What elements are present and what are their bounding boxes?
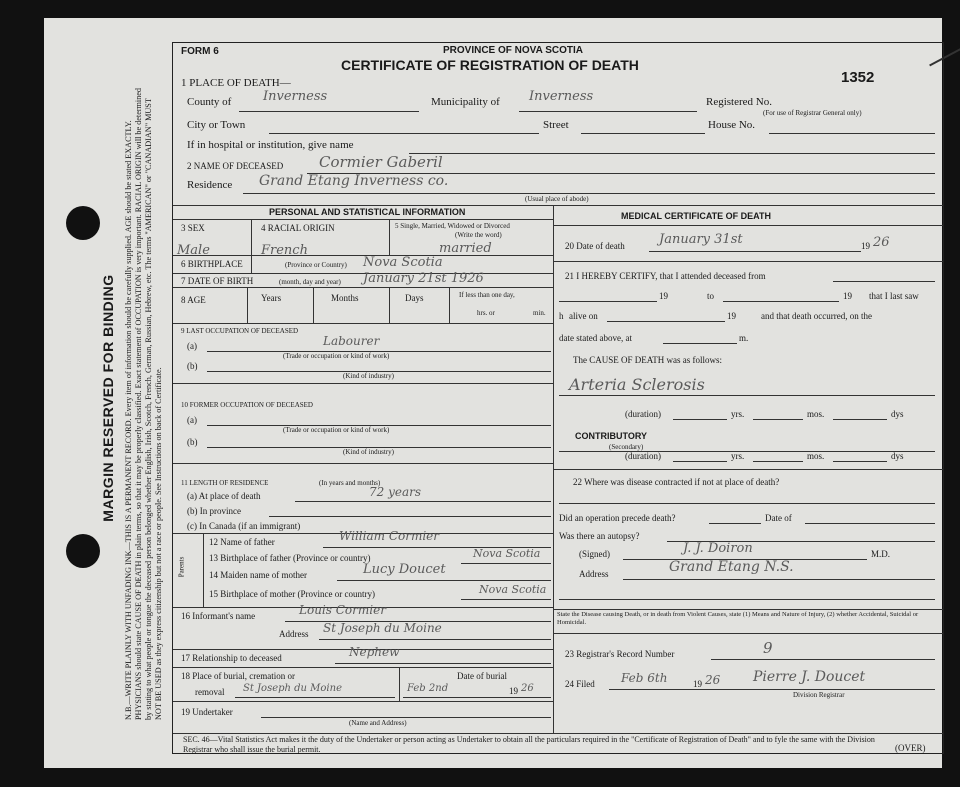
undertaker-label: 19 Undertaker — [181, 707, 233, 717]
record-label: 23 Registrar's Record Number — [565, 649, 675, 659]
marital-label: 5 Single, Married, Widowed or Divorced — [395, 222, 510, 230]
personal-heading: PERSONAL AND STATISTICAL INFORMATION — [269, 207, 466, 217]
cause-value: Arteria Sclerosis — [569, 375, 705, 394]
filed-label: 24 Filed — [565, 679, 595, 689]
physician-address-value: Grand Etang N.S. — [669, 559, 794, 575]
informant-address-label: Address — [279, 629, 309, 639]
length-residence-label: 11 LENGTH OF RESIDENCE — [181, 479, 269, 487]
marital-value: married — [439, 241, 492, 256]
violent-note: State the Disease causing Death, or in death from Violent Causes, state (1) Means and Nature of Injury, (2) whether Accidental, Suicidal or Homicidal. — [557, 611, 919, 626]
medical-heading: MEDICAL CERTIFICATE OF DEATH — [621, 211, 771, 221]
sex-value: Male — [177, 243, 210, 258]
certify-label: 21 I HEREBY CERTIFY, that I attended deceased from — [565, 271, 766, 281]
dob-value: January 21st 1926 — [363, 271, 484, 286]
physician-address-label: Address — [579, 569, 609, 579]
death-date-label: 20 Date of death — [565, 241, 625, 251]
signed-label: (Signed) — [579, 549, 610, 559]
months-label: Months — [331, 293, 359, 303]
parents-label: Parents — [177, 556, 186, 578]
burial-year-value: 26 — [521, 683, 534, 694]
dob-note: (month, day and year) — [279, 278, 341, 286]
marital-note: (Write the word) — [455, 231, 502, 239]
mother-value: Lucy Doucet — [363, 562, 446, 577]
death-date-value: January 31st — [659, 232, 743, 247]
relationship-label: 17 Relationship to deceased — [181, 653, 282, 663]
house-label: House No. — [708, 119, 756, 131]
registrar-signature: Pierre J. Doucet — [753, 669, 866, 685]
min-label: min. — [533, 309, 546, 317]
less-day-label: If less than one day, — [459, 291, 515, 299]
filed-value: Feb 6th — [621, 671, 668, 685]
binding-margin — [44, 18, 172, 768]
burial-label: 18 Place of burial, cremation or — [181, 671, 295, 681]
informant-address-value: St Joseph du Moine — [323, 621, 442, 635]
relationship-value: Nephew — [349, 645, 400, 659]
municipality-value: Inverness — [529, 89, 594, 104]
punch-hole — [66, 206, 100, 240]
municipality-label: Municipality of — [431, 96, 500, 108]
sec46-note: SEC. 46—Vital Statistics Act makes it the duty of the Undertaker or person acting as Undertaker to obtain all the particulars required in the "Certificate of Registration of Death" and to fyle the same with the Division Registrar who shall issue the burial permit. — [183, 735, 875, 754]
mother-birthplace-label: 15 Birthplace of mother (Province or country) — [209, 589, 375, 599]
racial-label: 4 RACIAL ORIGIN — [261, 223, 335, 233]
burial-place-value: St Joseph du Moine — [243, 683, 342, 694]
residence-value: Grand Etang Inverness co. — [259, 173, 449, 189]
birthplace-label: 6 BIRTHPLACE — [181, 259, 243, 269]
certificate-paper — [44, 18, 942, 768]
racial-value: French — [261, 243, 308, 258]
autopsy-label: Was there an autopsy? — [559, 531, 640, 541]
father-label: 12 Name of father — [209, 537, 275, 547]
registered-note: (For use of Registrar General only) — [763, 109, 862, 117]
residence-note: (Usual place of abode) — [525, 195, 589, 203]
signed-value: J. J. Doiron — [683, 541, 753, 556]
margin-title: MARGIN RESERVED FOR BINDING — [100, 274, 116, 522]
days-label: Days — [405, 293, 424, 303]
father-value: William Cormier — [339, 529, 440, 543]
filed-year-value: 26 — [705, 673, 721, 687]
hospital-label: If in hospital or institution, give name — [187, 139, 354, 151]
in-canada-label: (c) In Canada (if an immigrant) — [187, 521, 301, 531]
father-birthplace-value: Nova Scotia — [473, 547, 541, 560]
contributory-label: CONTRIBUTORY — [575, 431, 647, 441]
province-heading: PROVINCE OF NOVA SCOTIA — [443, 45, 584, 56]
place-of-death-heading: 1 PLACE OF DEATH— — [181, 77, 291, 89]
county-value: Inverness — [263, 89, 328, 104]
registered-label: Registered No. — [706, 96, 772, 108]
name-label: 2 NAME OF DECEASED — [187, 161, 284, 171]
mother-birthplace-value: Nova Scotia — [479, 583, 547, 596]
informant-label: 16 Informant's name — [181, 611, 256, 621]
informant-value: Louis Cormier — [299, 603, 386, 617]
record-value: 9 — [763, 639, 773, 657]
operation-label: Did an operation precede death? — [559, 513, 676, 523]
hrs-label: hrs. or — [477, 309, 495, 317]
birthplace-note: (Province or Country) — [285, 261, 347, 269]
residence-label: Residence — [187, 179, 233, 191]
birthplace-value: Nova Scotia — [363, 255, 443, 270]
last-occupation-value: Labourer — [323, 334, 380, 348]
age-label: 8 AGE — [181, 295, 206, 305]
in-province-label: (b) In province — [187, 506, 241, 516]
at-place-value: 72 years — [369, 485, 422, 499]
contracted-label: 22 Where was disease contracted if not at place of death? — [573, 477, 780, 487]
burial-date-value: Feb 2nd — [407, 683, 449, 694]
county-label: County of — [187, 96, 232, 108]
punch-hole — [66, 534, 100, 568]
form-number: FORM 6 — [181, 46, 219, 57]
certificate-number: 1352 — [841, 69, 875, 86]
death-year-value: 26 — [873, 235, 890, 250]
street-label: Street — [543, 119, 569, 131]
mother-label: 14 Maiden name of mother — [209, 570, 307, 580]
cause-label: The CAUSE OF DEATH was as follows: — [573, 355, 722, 365]
years-label: Years — [261, 293, 282, 303]
date-burial-label: Date of burial — [457, 671, 507, 681]
dob-label: 7 DATE OF BIRTH — [181, 276, 254, 286]
last-occupation-label: 9 LAST OCCUPATION OF DECEASED — [181, 327, 299, 335]
sex-label: 3 SEX — [181, 223, 205, 233]
name-value: Cormier Gaberil — [319, 153, 443, 171]
instructions-note: N.B.—WRITE PLAINLY WITH UNFADING INK—THIS IS A PERMANENT RECORD. Every item of information should be carefully supplied. AGE should be stated EXACTLY. PHYSICIANS should state CAUSE OF DEATH in plain terms, so that it may be properly classified. Exact statement of OCCUPATION is very important. RACIAL ORIGIN will be determined by stating to what people or tongue the deceased person belonged whether English, Irish, Scotch, French, German, Russian, Hebrew, etc. The terms "AMERICAN" or "CANADIAN" MUST NOT BE USED as they express citizenship but not a race or people. See Instructions on back of Certificate. — [124, 87, 163, 720]
at-place-label: (a) At place of death — [187, 491, 261, 501]
certificate-form: FORM 6 PROVINCE OF NOVA SCOTIA CERTIFICATE OF REGISTRATION OF DEATH 1352 1 PLACE OF DEATH— County of Inverness Municipality of Inverness Registered No. (For use of Registrar General only) City or Town Street House No. If in hospital or institution, give name 2 NAME OF DECEASED Cormier Gaberil Residence Grand Etang Inverness co. (Usual place of abode) PERSONAL AND STATISTICAL INFORMATION 3 SEX 4 RACIAL ORIGIN 5 Single, Married, Widowed or Divorced (Write the word) Male French married 6 BIRTHPLACE (Province or Country) Nova Scotia 7 DATE OF BIRTH (month, day and year) January 21st 1926 8 AGE Years Months Days If less than one day, hrs. or min. 9 LAST OCCUPATION OF DECEASED (a) Labourer (Trade or occupation or kind of work) (b) (Kind of industry) 10 FORMER OCCUPATION OF DECEASED (a) (Trade or occupation or kind of work) (b) (Kind of industry) 11 LENGTH OF RESIDENCE (In years and months) (a) At place of death 72 years (b) In province (c) In Canada (if an immigrant) Parents 12 Name of father William Cormier 13 Birthplace of father (Province or country) Nova Scotia 14 Maiden name of mother Lucy Doucet 15 Birthplace of mother (Province or country) Nova Scotia 16 Informant's name Louis Cormier Address St Joseph du Moine 17 Relationship to deceased Nephew 18 Place of burial, cremation or removal St Joseph du Moine Date of burial Feb 2nd 19 26 19 Undertaker (Name and Address) MEDICAL CERTIFICATE OF DEATH 20 Date of death January 31st 19 26 21 I HEREBY CERTIFY, that I attended deceased from 19 to 19 that I last saw h alive on 19 and that death occurred, on the date stated above, at m. The CAUSE OF DEATH was as follows: Arteria Sclerosis (duration) yrs. mos. dys CONTRIBUTORY (Secondary) (duration) yrs. mos. dys 22 Where was disease contracted if not at place of death? Did an operation precede death? Date of Was there an autopsy? (Signed) J. J. Doiron M.D. Address Grand Etang N.S. State the Disease causing Death, or in death from Violent Causes, state (1) Means and Nature of Injury, (2) whether Accidental, Suicidal or Homicidal. 23 Registrar's Record Number 9 24 Filed Feb 6th 19 26 Pierre J. Doucet Division Registrar SEC. 46—Vital Statistics Act makes it the duty of the Undertaker or person acting as Undertaker to obtain all the particulars required in the "Certificate of Registration of Death" and to fyle the same with the Division Registrar who shall issue the burial permit. (OVER) — [172, 42, 944, 754]
city-label: City or Town — [187, 119, 246, 131]
over-label: (OVER) — [895, 743, 926, 753]
certificate-title: CERTIFICATE OF REGISTRATION OF DEATH — [341, 57, 639, 73]
father-birthplace-label: 13 Birthplace of father (Province or country) — [209, 553, 371, 563]
former-occupation-label: 10 FORMER OCCUPATION OF DECEASED — [181, 401, 313, 409]
